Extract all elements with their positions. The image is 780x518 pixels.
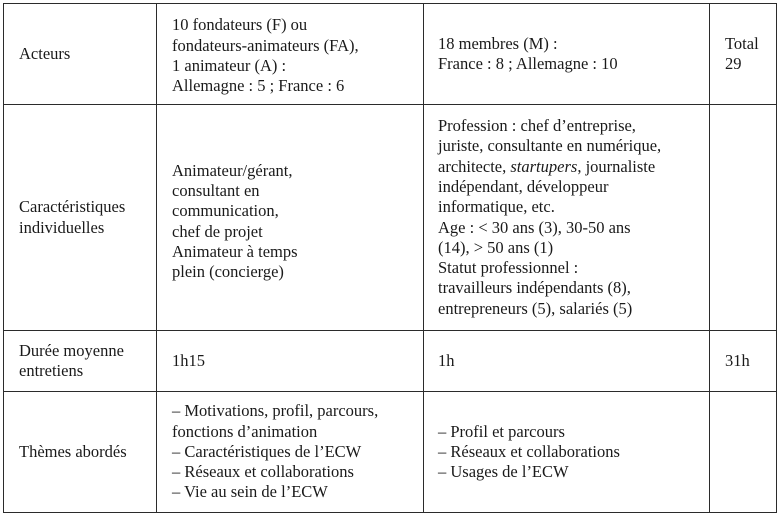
cell-text-line: – Vie au sein de l’ECW xyxy=(172,482,328,502)
cell-text-line: – Réseaux et collaborations xyxy=(438,441,620,461)
members-cell xyxy=(424,392,710,513)
cell-text-line: – Réseaux et collaborations xyxy=(172,462,354,482)
cell-text-line: 18 membres (M) : xyxy=(438,33,558,53)
row-label-cell xyxy=(4,331,157,392)
members-cell xyxy=(424,331,710,392)
cell-text-line: – Caractéristiques de l’ECW xyxy=(172,441,362,461)
cell-text-line: entrepreneurs (5), salariés (5) xyxy=(438,298,633,318)
total-cell xyxy=(710,4,777,105)
cell-text-line: Allemagne : 5 ; France : 6 xyxy=(172,76,345,96)
members-cell xyxy=(424,105,710,331)
row-label-cell xyxy=(4,105,157,331)
cell-text-line: Animateur/gérant, xyxy=(172,160,293,180)
cell-text-line: – Usages de l’ECW xyxy=(438,462,569,482)
cell-text-line: fonctions d’animation xyxy=(172,421,318,441)
cell-text-line: travailleurs indépendants (8), xyxy=(438,278,631,298)
founders-cell xyxy=(157,331,424,392)
cell-text-line: – Profil et parcours xyxy=(438,421,565,441)
founders-cell xyxy=(157,392,424,513)
cell-text-line: 31h xyxy=(725,350,750,370)
total-cell xyxy=(710,331,777,392)
cell-text-line: 1 animateur (A) : xyxy=(172,56,287,75)
italic-term: startupers xyxy=(510,156,578,176)
row-label: Caractéristiques xyxy=(19,197,126,217)
cell-text-line: Statut professionnel : xyxy=(438,258,579,278)
row-label: Thèmes abordés xyxy=(19,441,127,461)
cell-text-line: Animateur à temps xyxy=(172,241,298,261)
cell-text-line: 29 xyxy=(725,54,742,73)
cell-text-segment: , journaliste xyxy=(577,156,656,176)
row-label: Acteurs xyxy=(19,43,71,63)
cell-text-segment: architecte, xyxy=(438,156,511,176)
cell-text-line: France : 8 ; Allemagne : 10 xyxy=(438,54,618,73)
cell-text-line: fondateurs-animateurs (FA), xyxy=(172,35,359,55)
row-label-cell xyxy=(4,392,157,513)
cell-text-line: 1h15 xyxy=(172,350,205,370)
cell-text-line: informatique, etc. xyxy=(438,197,555,217)
table-row-acteurs xyxy=(4,4,777,105)
row-label: individuelles xyxy=(19,217,105,237)
row-label-cell xyxy=(4,4,157,105)
cell-text-line: communication, xyxy=(172,201,279,221)
cell-text-line: consultant en xyxy=(172,180,260,200)
members-cell xyxy=(424,4,710,105)
cell-text-line: juriste, consultante en numérique, xyxy=(438,136,662,156)
cell-text-line: 1h xyxy=(438,350,455,370)
cell-text-line: chef de projet xyxy=(172,221,263,241)
founders-cell xyxy=(157,105,424,331)
cell-text-line: Profession : chef d’entreprise, xyxy=(438,116,636,136)
table-row-caracteristiques xyxy=(4,105,777,331)
cell-text-line: 10 fondateurs (F) ou xyxy=(172,15,308,35)
cell-text-line: – Motivations, profil, parcours, xyxy=(172,401,379,421)
cell-text-line: Age : < 30 ans (3), 30-50 ans xyxy=(438,217,631,237)
cell-text-line: plein (concierge) xyxy=(172,262,284,282)
interview-summary-table xyxy=(3,3,777,513)
cell-text-line xyxy=(438,157,705,177)
total-cell xyxy=(710,392,777,513)
row-label: entretiens xyxy=(19,361,84,380)
cell-text-line: indépendant, développeur xyxy=(438,176,609,196)
table-row-themes xyxy=(4,392,777,513)
cell-text-line: Total xyxy=(725,33,759,53)
founders-cell xyxy=(157,4,424,105)
row-label: Durée moyenne xyxy=(19,340,124,360)
total-cell xyxy=(710,105,777,331)
table-row-duree xyxy=(4,331,777,392)
cell-text-line: (14), > 50 ans (1) xyxy=(438,237,554,257)
